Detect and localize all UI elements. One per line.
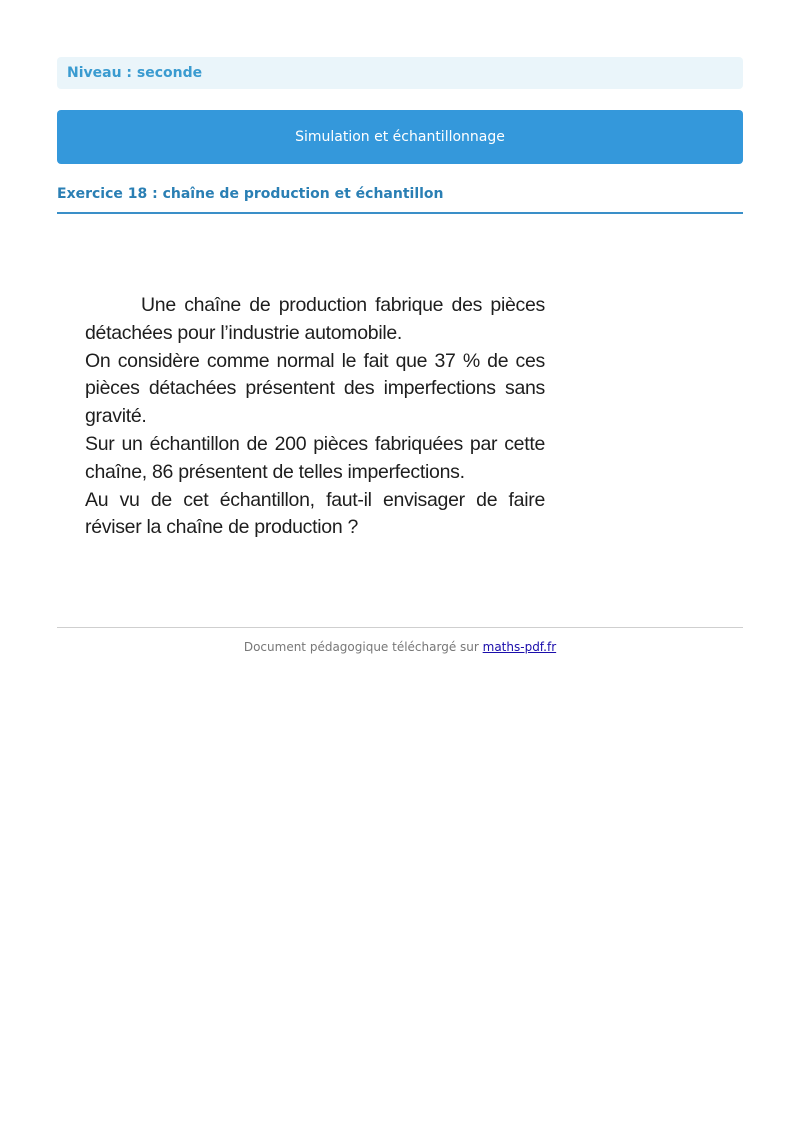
statement-paragraph-1: Une chaîne de production fabrique des pièces détachées pour l’industrie automobile. [85, 294, 545, 344]
footer-text: Document pédagogique téléchargé sur [243, 640, 483, 654]
statement-paragraph-2: On considère comme normal le fait que 37 % de ces pièces détachées présentent des imperfections sans gravité. [85, 349, 545, 428]
footer-divider [57, 627, 743, 628]
level-box [57, 57, 743, 89]
exercise-title: Exercice 18 : chaîne de production et échantillon [57, 186, 743, 214]
statement-paragraph-4: Au vu de cet échantillon, faut-il envisager de faire réviser la chaîne de production ? [85, 488, 545, 539]
exercise-statement [85, 292, 545, 542]
statement-paragraph-3: Sur un échantillon de 200 pièces fabriquées par cette chaîne, 86 présentent de telles imperfections. [85, 432, 545, 483]
title-banner [57, 110, 743, 164]
banner-title: Simulation et échantillonnage [295, 129, 505, 145]
level-label: Niveau : seconde [67, 65, 203, 81]
footer-link[interactable]: maths-pdf.fr [482, 640, 557, 654]
footer [57, 640, 743, 654]
